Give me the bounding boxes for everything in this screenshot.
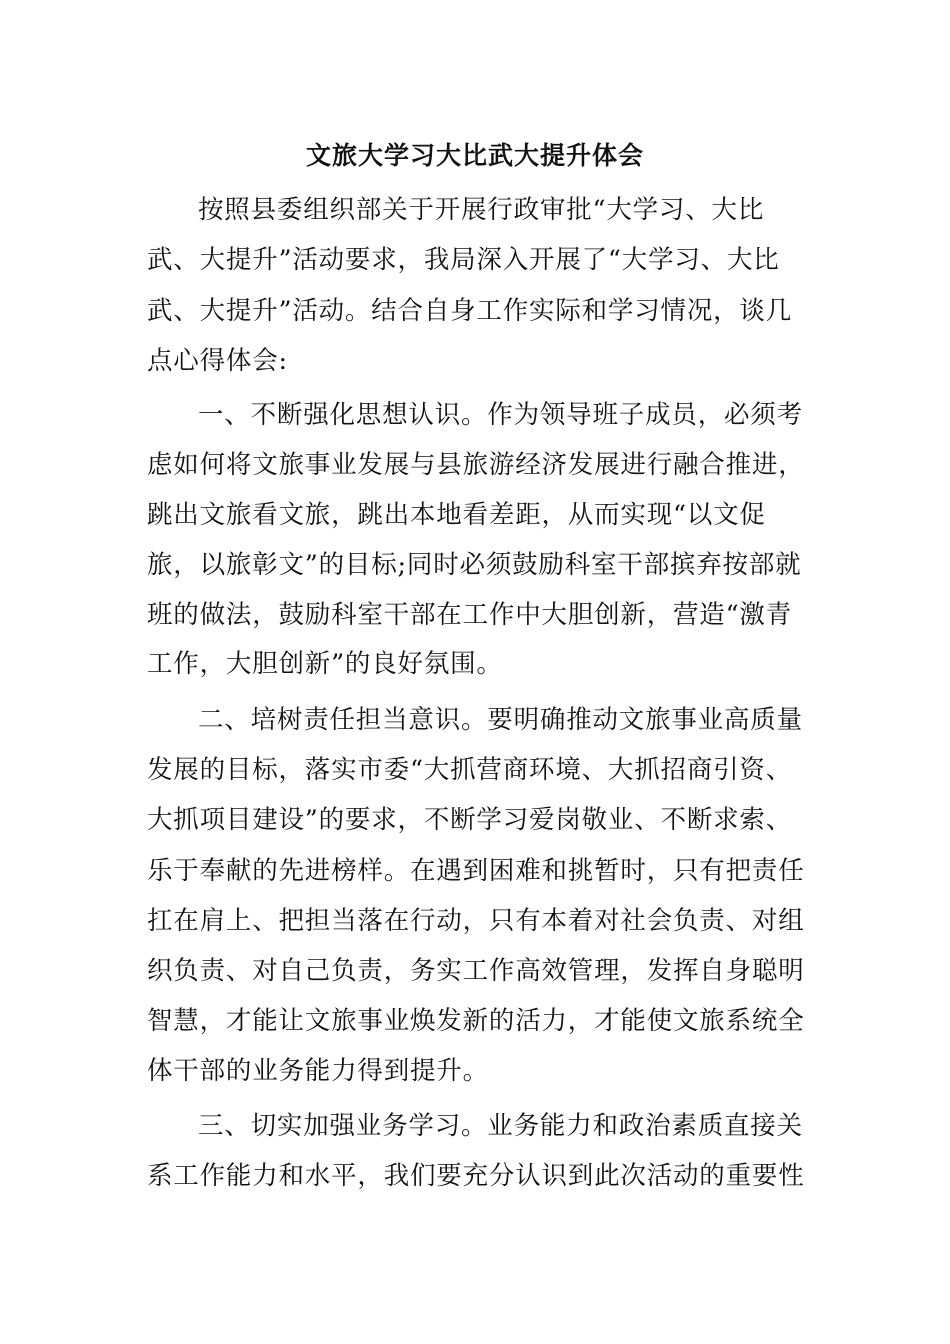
paragraph-3-line-3: 大抓项目建设”的要求，不断学习爱岗敬业、不断求索、 (147, 805, 793, 835)
paragraph-3-line-2: 发展的目标，落实市委“大抓营商环境、大抓招商引资、 (147, 755, 793, 785)
paragraph-1-line-1: 按照县委组织部关于开展行政审批“大学习、大比 (198, 195, 765, 225)
paragraph-3-line-4: 乐于奉献的先进榜样。在遇到困难和挑暂时，只有把责任 (147, 856, 805, 886)
paragraph-3-line-6: 织负责、对自己负责，务实工作高效管理，发挥自身聪明 (147, 956, 805, 986)
paragraph-1-line-2: 武、大提升”活动要求，我局深入开展了“大学习、大比 (147, 245, 780, 275)
paragraph-4-line-2: 系工作能力和水平，我们要充分认识到此次活动的重要性 (147, 1161, 805, 1191)
paragraph-2-line-4: 旅，以旅彰文”的目标;同时必须鼓励科室干部摈弃按部就 (147, 550, 802, 580)
paragraph-3-line-8: 体干部的业务能力得到提升。 (147, 1056, 489, 1086)
paragraph-4-line-1: 三、切实加强业务学习。业务能力和政治素质直接关 (198, 1111, 803, 1141)
paragraph-3-line-1: 二、培树责任担当意识。要明确推动文旅事业高质量 (198, 705, 803, 735)
paragraph-3-line-5: 扛在肩上、把担当落在行动，只有本着对社会负责、对组 (147, 906, 805, 936)
paragraph-2-line-3: 跳出文旅看文旅，跳出本地看差距，从而实现“以文促 (147, 500, 766, 530)
paragraph-2-line-1: 一、不断强化思想认识。作为领导班子成员，必须考 (198, 400, 803, 430)
paragraph-2-line-5: 班的做法，鼓励科室干部在工作中大胆创新，营造“激青 (147, 600, 793, 630)
paragraph-3-line-7: 智慧，才能让文旅事业焕发新的活力，才能使文旅系统全 (147, 1006, 805, 1036)
paragraph-2-line-6: 工作，大胆创新”的良好氛围。 (147, 649, 503, 679)
paragraph-1-line-4: 点心得体会: (147, 346, 288, 376)
document-title: 文旅大学习大比武大提升体会 (305, 141, 644, 170)
paragraph-2-line-2: 虑如何将文旅事业发展与县旅游经济发展进行融合推进， (147, 450, 805, 480)
paragraph-1-line-3: 武、大提升”活动。结合自身工作实际和学习情况，谈几 (147, 296, 793, 326)
